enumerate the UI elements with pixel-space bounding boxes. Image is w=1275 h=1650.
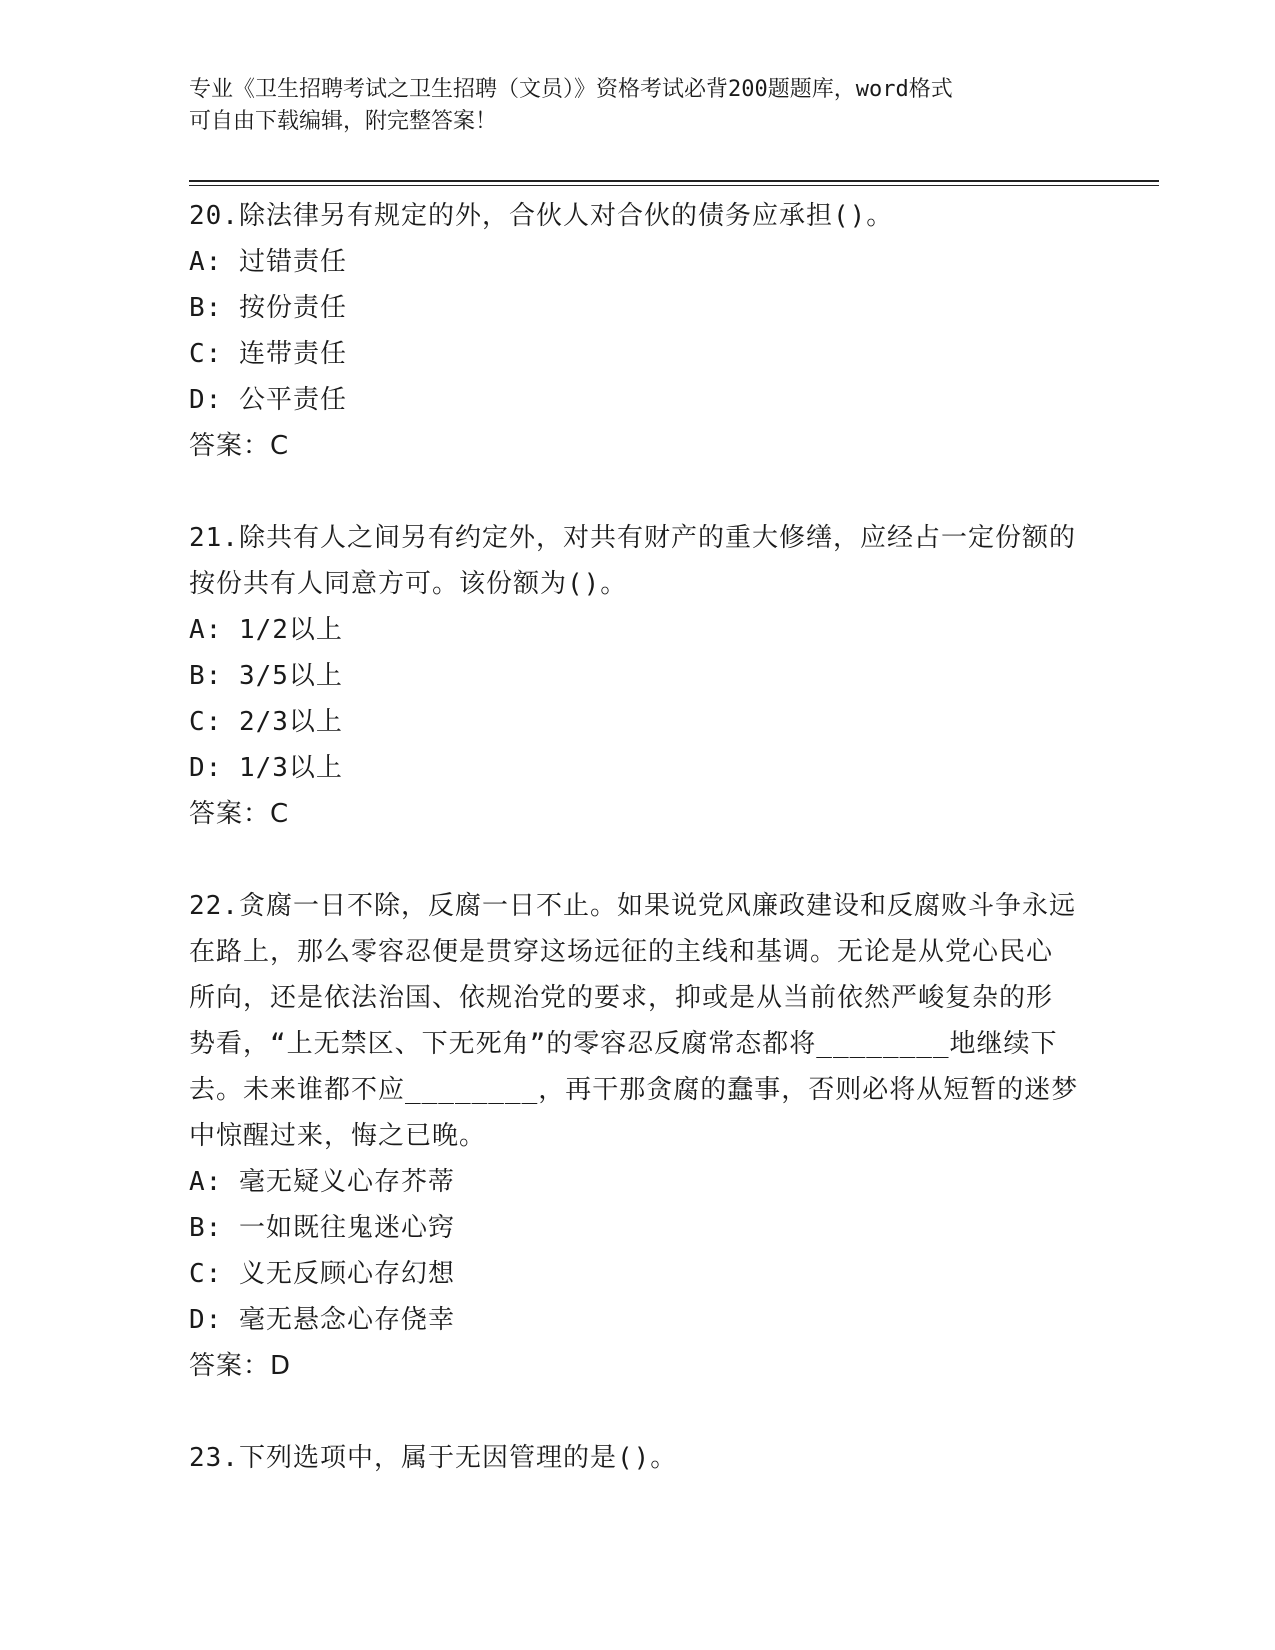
option-a: A: 1/2以上 <box>189 615 343 645</box>
option-c: C: 义无反顾心存幻想 <box>189 1259 455 1289</box>
question-list <box>189 193 1079 1527</box>
question-23 <box>189 1435 1079 1481</box>
option-d: D: 公平责任 <box>189 385 347 415</box>
answer: 答案：D <box>189 1351 292 1381</box>
answer: 答案：C <box>189 799 290 829</box>
option-a: A: 毫无疑义心存芥蒂 <box>189 1167 455 1197</box>
option-b: B: 一如既往鬼迷心窍 <box>189 1213 455 1243</box>
option-a: A: 过错责任 <box>189 247 347 277</box>
option-b: B: 3/5以上 <box>189 661 343 691</box>
question-20 <box>189 193 1079 469</box>
question-text: 20.除法律另有规定的外，合伙人对合伙的债务应承担()。 <box>189 201 894 231</box>
question-text: 21.除共有人之间另有约定外，对共有财产的重大修缮，应经占一定份额的按份共有人同意方可。该份额为()。 <box>189 523 1076 599</box>
header-divider-thick <box>189 180 1159 182</box>
option-b: B: 按份责任 <box>189 293 347 323</box>
option-d: D: 1/3以上 <box>189 753 343 783</box>
header-divider-thin <box>189 185 1159 186</box>
question-21 <box>189 515 1079 837</box>
answer: 答案：C <box>189 431 290 461</box>
question-22 <box>189 883 1079 1389</box>
question-text: 23.下列选项中，属于无因管理的是()。 <box>189 1443 678 1473</box>
question-text: 22.贪腐一日不除，反腐一日不止。如果说党风廉政建设和反腐败斗争永远在路上，那么零容忍便是贯穿这场远征的主线和基调。无论是从党心民心所向，还是依法治国、依规治党的要求，抑或是从当前依然严峻复杂的形势看，“上无禁区、下无死角”的零容忍反腐常态都将________地继续下去。未来谁都不应________，再干那贪腐的蠢事，否则必将从短暂的迷梦中惊醒过来，悔之已晚。 <box>189 891 1079 1151</box>
option-c: C: 连带责任 <box>189 339 347 369</box>
page-header <box>189 74 1089 138</box>
option-d: D: 毫无悬念心存侥幸 <box>189 1305 455 1335</box>
header-line-2: 可自由下载编辑，附完整答案！ <box>189 109 498 134</box>
header-line-1: 专业《卫生招聘考试之卫生招聘（文员）》资格考试必背200题题库，word格式 <box>189 77 953 102</box>
option-c: C: 2/3以上 <box>189 707 343 737</box>
